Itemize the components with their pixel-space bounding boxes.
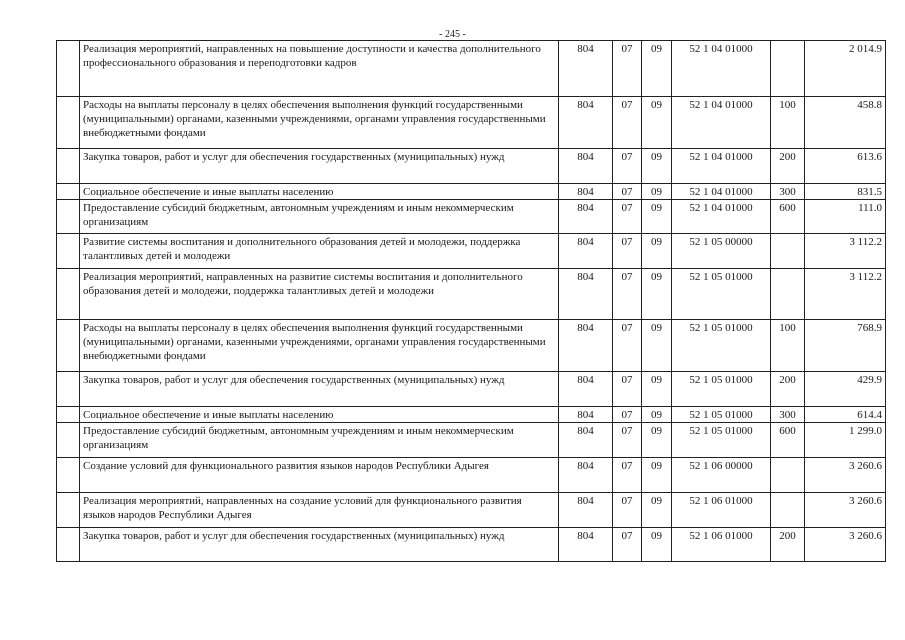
subsection-code-cell: 09 bbox=[642, 320, 672, 372]
expense-type-cell: 300 bbox=[771, 407, 805, 423]
target-article-cell: 52 1 04 01000 bbox=[672, 149, 771, 184]
section-code-cell: 07 bbox=[613, 372, 642, 407]
amount-cell: 429.9 bbox=[805, 372, 886, 407]
ministry-code-cell: 804 bbox=[559, 407, 613, 423]
subsection-code-cell: 09 bbox=[642, 97, 672, 149]
section-code-cell: 07 bbox=[613, 97, 642, 149]
target-article-cell: 52 1 05 00000 bbox=[672, 234, 771, 269]
table-row bbox=[57, 41, 886, 97]
ministry-code-cell: 804 bbox=[559, 184, 613, 200]
section-code-cell: 07 bbox=[613, 41, 642, 97]
subsection-code-cell: 09 bbox=[642, 234, 672, 269]
section-code-cell: 07 bbox=[613, 493, 642, 528]
expense-type-cell: 100 bbox=[771, 320, 805, 372]
section-code-cell: 07 bbox=[613, 528, 642, 562]
empty-margin-cell bbox=[57, 423, 80, 458]
target-article-cell: 52 1 04 01000 bbox=[672, 200, 771, 234]
item-name-cell: Предоставление субсидий бюджетным, автономным учреждениям и иным некоммерческим организациям bbox=[80, 423, 559, 458]
amount-cell: 1 299.0 bbox=[805, 423, 886, 458]
target-article-cell: 52 1 06 00000 bbox=[672, 458, 771, 493]
page-number: - 245 - bbox=[439, 29, 466, 40]
subsection-code-cell: 09 bbox=[642, 41, 672, 97]
target-article-cell: 52 1 05 01000 bbox=[672, 372, 771, 407]
table-row bbox=[57, 407, 886, 423]
table-row bbox=[57, 528, 886, 562]
expense-type-cell: 200 bbox=[771, 528, 805, 562]
expense-type-cell bbox=[771, 234, 805, 269]
item-name-cell: Реализация мероприятий, направленных на развитие системы воспитания и дополнительного образования детей и молодежи, поддержка талантливых детей и молодежи bbox=[80, 269, 559, 320]
section-code-cell: 07 bbox=[613, 234, 642, 269]
amount-cell: 614.4 bbox=[805, 407, 886, 423]
target-article-cell: 52 1 05 01000 bbox=[672, 320, 771, 372]
empty-margin-cell bbox=[57, 97, 80, 149]
target-article-cell: 52 1 04 01000 bbox=[672, 97, 771, 149]
section-code-cell: 07 bbox=[613, 320, 642, 372]
subsection-code-cell: 09 bbox=[642, 423, 672, 458]
table-row bbox=[57, 372, 886, 407]
section-code-cell: 07 bbox=[613, 149, 642, 184]
empty-margin-cell bbox=[57, 528, 80, 562]
section-code-cell: 07 bbox=[613, 184, 642, 200]
empty-margin-cell bbox=[57, 269, 80, 320]
empty-margin-cell bbox=[57, 200, 80, 234]
ministry-code-cell: 804 bbox=[559, 200, 613, 234]
ministry-code-cell: 804 bbox=[559, 423, 613, 458]
item-name-cell: Расходы на выплаты персоналу в целях обеспечения выполнения функций государственными (муниципальными) органами, казенными учреждениями, органами управления государственными внебюджетными фондами bbox=[80, 320, 559, 372]
table-row bbox=[57, 269, 886, 320]
table-row bbox=[57, 149, 886, 184]
amount-cell: 458.8 bbox=[805, 97, 886, 149]
budget-table bbox=[56, 40, 886, 562]
table-body bbox=[57, 41, 886, 562]
target-article-cell: 52 1 06 01000 bbox=[672, 493, 771, 528]
subsection-code-cell: 09 bbox=[642, 184, 672, 200]
expense-type-cell: 600 bbox=[771, 423, 805, 458]
item-name-cell: Реализация мероприятий, направленных на повышение доступности и качества дополнительного профессионального образования и переподготовки кадров bbox=[80, 41, 559, 97]
subsection-code-cell: 09 bbox=[642, 149, 672, 184]
amount-cell: 768.9 bbox=[805, 320, 886, 372]
expense-type-cell: 300 bbox=[771, 184, 805, 200]
expense-type-cell: 100 bbox=[771, 97, 805, 149]
table-row bbox=[57, 184, 886, 200]
amount-cell: 831.5 bbox=[805, 184, 886, 200]
empty-margin-cell bbox=[57, 458, 80, 493]
ministry-code-cell: 804 bbox=[559, 41, 613, 97]
empty-margin-cell bbox=[57, 149, 80, 184]
ministry-code-cell: 804 bbox=[559, 493, 613, 528]
amount-cell: 3 112.2 bbox=[805, 234, 886, 269]
item-name-cell: Закупка товаров, работ и услуг для обеспечения государственных (муниципальных) нужд bbox=[80, 149, 559, 184]
empty-margin-cell bbox=[57, 372, 80, 407]
subsection-code-cell: 09 bbox=[642, 372, 672, 407]
target-article-cell: 52 1 05 01000 bbox=[672, 269, 771, 320]
table-row bbox=[57, 97, 886, 149]
amount-cell: 3 260.6 bbox=[805, 493, 886, 528]
ministry-code-cell: 804 bbox=[559, 234, 613, 269]
target-article-cell: 52 1 06 01000 bbox=[672, 528, 771, 562]
item-name-cell: Реализация мероприятий, направленных на создание условий для функционального развития языков народов Республики Адыгея bbox=[80, 493, 559, 528]
target-article-cell: 52 1 05 01000 bbox=[672, 407, 771, 423]
empty-margin-cell bbox=[57, 41, 80, 97]
subsection-code-cell: 09 bbox=[642, 407, 672, 423]
empty-margin-cell bbox=[57, 407, 80, 423]
item-name-cell: Закупка товаров, работ и услуг для обеспечения государственных (муниципальных) нужд bbox=[80, 372, 559, 407]
ministry-code-cell: 804 bbox=[559, 269, 613, 320]
item-name-cell: Закупка товаров, работ и услуг для обеспечения государственных (муниципальных) нужд bbox=[80, 528, 559, 562]
table-row bbox=[57, 200, 886, 234]
target-article-cell: 52 1 05 01000 bbox=[672, 423, 771, 458]
item-name-cell: Создание условий для функционального развития языков народов Республики Адыгея bbox=[80, 458, 559, 493]
empty-margin-cell bbox=[57, 234, 80, 269]
ministry-code-cell: 804 bbox=[559, 528, 613, 562]
expense-type-cell: 200 bbox=[771, 149, 805, 184]
ministry-code-cell: 804 bbox=[559, 149, 613, 184]
empty-margin-cell bbox=[57, 493, 80, 528]
expense-type-cell bbox=[771, 493, 805, 528]
amount-cell: 613.6 bbox=[805, 149, 886, 184]
section-code-cell: 07 bbox=[613, 200, 642, 234]
subsection-code-cell: 09 bbox=[642, 458, 672, 493]
section-code-cell: 07 bbox=[613, 423, 642, 458]
item-name-cell: Предоставление субсидий бюджетным, автономным учреждениям и иным некоммерческим организациям bbox=[80, 200, 559, 234]
amount-cell: 3 260.6 bbox=[805, 458, 886, 493]
table-row bbox=[57, 234, 886, 269]
expense-type-cell: 600 bbox=[771, 200, 805, 234]
table-row bbox=[57, 423, 886, 458]
section-code-cell: 07 bbox=[613, 458, 642, 493]
section-code-cell: 07 bbox=[613, 407, 642, 423]
item-name-cell: Социальное обеспечение и иные выплаты населению bbox=[80, 407, 559, 423]
subsection-code-cell: 09 bbox=[642, 200, 672, 234]
ministry-code-cell: 804 bbox=[559, 372, 613, 407]
subsection-code-cell: 09 bbox=[642, 528, 672, 562]
subsection-code-cell: 09 bbox=[642, 269, 672, 320]
subsection-code-cell: 09 bbox=[642, 493, 672, 528]
ministry-code-cell: 804 bbox=[559, 97, 613, 149]
table-row bbox=[57, 320, 886, 372]
amount-cell: 2 014.9 bbox=[805, 41, 886, 97]
target-article-cell: 52 1 04 01000 bbox=[672, 41, 771, 97]
amount-cell: 111.0 bbox=[805, 200, 886, 234]
expense-type-cell: 200 bbox=[771, 372, 805, 407]
section-code-cell: 07 bbox=[613, 269, 642, 320]
expense-type-cell bbox=[771, 269, 805, 320]
expense-type-cell bbox=[771, 458, 805, 493]
empty-margin-cell bbox=[57, 320, 80, 372]
ministry-code-cell: 804 bbox=[559, 320, 613, 372]
amount-cell: 3 112.2 bbox=[805, 269, 886, 320]
amount-cell: 3 260.6 bbox=[805, 528, 886, 562]
target-article-cell: 52 1 04 01000 bbox=[672, 184, 771, 200]
item-name-cell: Расходы на выплаты персоналу в целях обеспечения выполнения функций государственными (муниципальными) органами, казенными учреждениями, органами управления государственными внебюджетными фондами bbox=[80, 97, 559, 149]
empty-margin-cell bbox=[57, 184, 80, 200]
expense-type-cell bbox=[771, 41, 805, 97]
item-name-cell: Развитие системы воспитания и дополнительного образования детей и молодежи, поддержка талантливых детей и молодежи bbox=[80, 234, 559, 269]
ministry-code-cell: 804 bbox=[559, 458, 613, 493]
table-row bbox=[57, 493, 886, 528]
item-name-cell: Социальное обеспечение и иные выплаты населению bbox=[80, 184, 559, 200]
table-row bbox=[57, 458, 886, 493]
